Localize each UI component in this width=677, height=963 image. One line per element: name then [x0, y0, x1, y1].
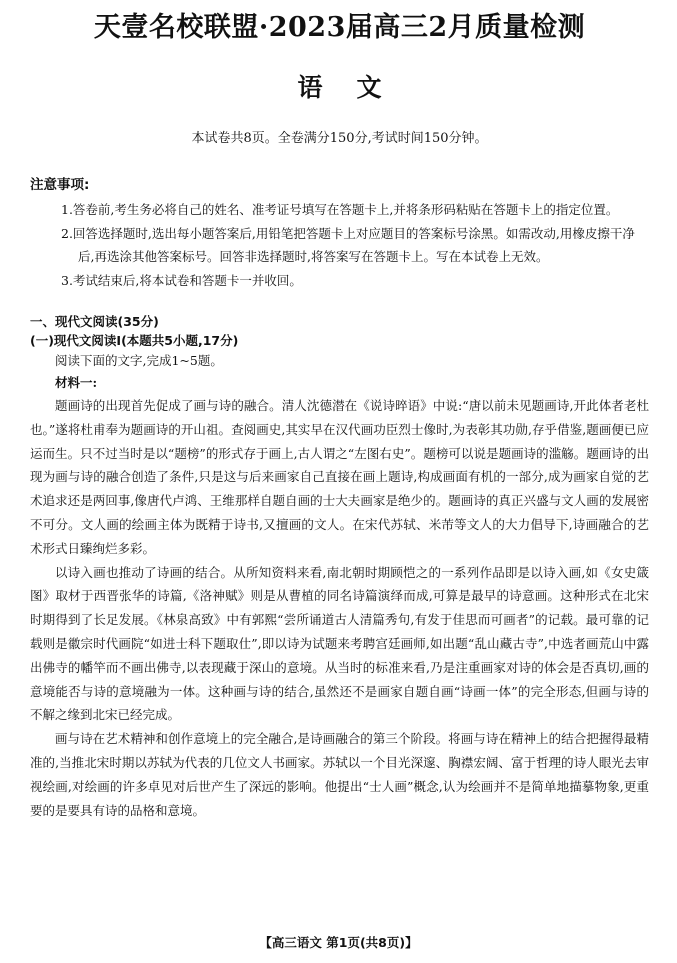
- reading-instruction: 阅读下面的文字,完成1~5题。: [55, 353, 223, 368]
- passage-paragraph: 题画诗的出现首先促成了画与诗的融合。清人沈德潜在《说诗晬语》中说:“唐以前未见题画诗,开此体者老杜也。”遂将杜甫奉为题画诗的开山祖。查阅画史,其实早在汉代画功臣烈士像时,为表彰其功勋,存乎借鉴,题画便已应运而生。只不过当时是以“题榜”的形式存于画上,古人谓之“左图右史”。题榜可以说是题画诗的滥觞。题画诗的出现为画与诗的融合创造了条件,只是这与后来画家自己直接在画上题诗,构成画面有机的一部分,成为画家自觉的艺术追求还是两回事,像唐代卢鸿、王维那样自题自画的士大夫画家是绝少的。题画诗的真正兴盛与文人画的发展密不可分。文人画的绘画主体为既精于诗书,又擅画的文人。在宋代苏轼、米芾等文人的大力倡导下,诗画融合的艺术形式日臻绚烂多彩。: [30, 398, 649, 556]
- notice-heading: 注意事项:: [30, 177, 90, 193]
- exam-title: 天壹名校联盟·2023届高三2月质量检测: [93, 12, 586, 43]
- exam-instructions-summary: 本试卷共8页。全卷满分150分,考试时间150分钟。: [191, 131, 488, 146]
- notice-item: 1.答卷前,考生务必将自己的姓名、准考证号填写在答题卡上,并将条形码粘贴在答题卡上的指定位置。: [61, 202, 619, 217]
- reading-section: [30, 312, 649, 822]
- passage-paragraph: 以诗入画也推动了诗画的结合。从所知资料来看,南北朝时期顾恺之的一系列作品即是以诗入画,如《女史箴图》取材于西晋张华的诗篇,《洛神赋》则是从曹植的同名诗篇演绎而成,可算是最早的诗意画。这种形式在北宋时期得到了长足发展。《林泉高致》中有郭熙“尝所诵道古人清篇秀句,有发于佳思而可画者”的记载。最可靠的记载则是徽宗时代画院“如进士科下题取仕”,即以诗为试题来考聘宫廷画师,如出题“乱山藏古寺”,中选者画荒山中露出佛寺的幡竿而不画出佛寺,以表现藏于深山的意境。从当时的标准来看,乃是注重画家对诗的体会是否真切,画的意境能否与诗的意境融为一体。这种画与诗的结合,虽然还不是画家自题自画“诗画一体”的完全形态,但画与诗的不解之缘到北宋已经完成。: [30, 564, 649, 723]
- subject-title: 语文: [297, 73, 416, 102]
- passage-paragraph: 画与诗在艺术精神和创作意境上的完全融合,是诗画融合的第三个阶段。将画与诗在精神上的结合把握得最精准的,当推北宋时期以苏轼为代表的几位文人书画家。苏轼以一个目光深邃、胸襟宏阔、富于哲理的诗人眼光去审视绘画,对绘画的许多卓见对后世产生了深远的影响。他提出“士人画”概念,认为绘画并不是简单地描摹物象,更重要的是要具有诗的品格和意境。: [30, 731, 649, 818]
- material-label: 材料一:: [55, 375, 98, 390]
- subsection-heading: (一)现代文阅读Ⅰ(本题共5小题,17分): [30, 333, 239, 348]
- section-heading: 一、现代文阅读(35分): [30, 314, 159, 329]
- notice-item: 2.回答选择题时,选出每小题答案后,用铅笔把答题卡上对应题目的答案标号涂黑。如需改动,用橡皮擦干净后,再选涂其他答案标号。回答非选择题时,将答案写在答题卡上。写在本试卷上无效。: [61, 225, 635, 264]
- notice-section: [30, 176, 649, 292]
- notice-item: 3.考试结束后,将本试卷和答题卡一并收回。: [61, 272, 302, 288]
- page-footer: 【高三语文 第1页(共8页)】: [259, 935, 418, 950]
